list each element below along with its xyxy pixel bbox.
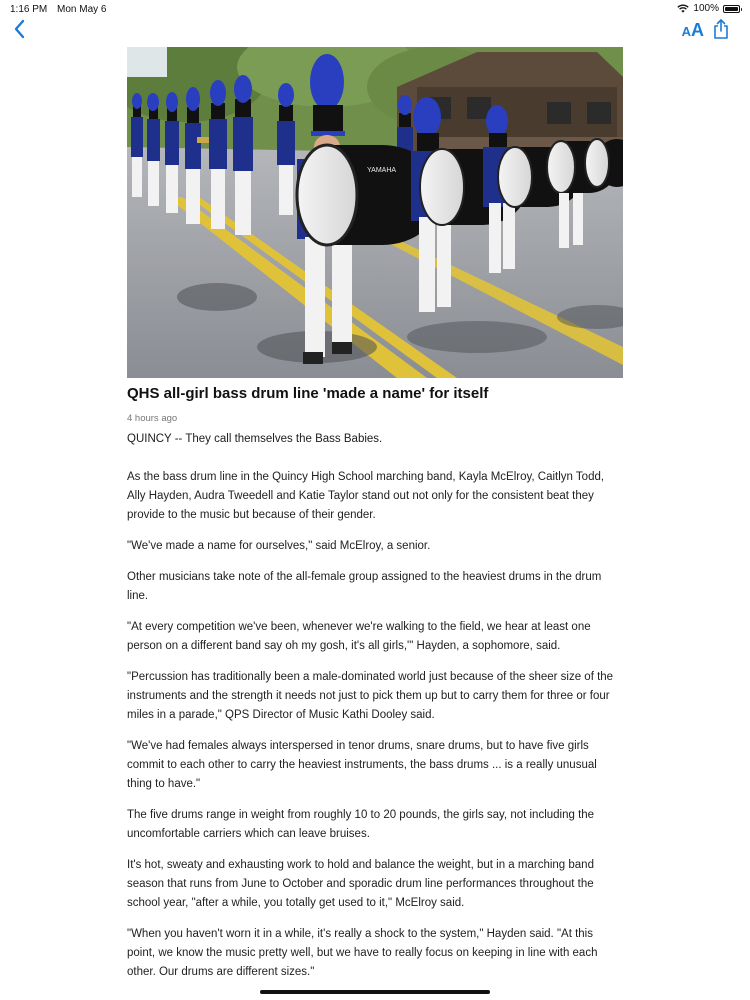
article-timestamp: 4 hours ago	[127, 413, 178, 424]
battery-icon	[723, 5, 740, 13]
share-button[interactable]	[712, 18, 730, 40]
svg-text:YAMAHA: YAMAHA	[367, 167, 397, 174]
article-paragraph: "We've had females always interspersed in tenor drums, snare drums, but to have five girls commit to each other to carry the heaviest instruments, the bass drums ... is a really unusual thing to have."	[127, 740, 597, 790]
article-paragraph: It's hot, sweaty and exhausting work to hold and balance the weight, but in a marching band season that runs from June to October and sporadic drum line performances throughout the school year, "after a while, you totally get used to it," McElroy said.	[127, 859, 594, 909]
text-size-button[interactable]	[682, 20, 704, 42]
battery-percent: 100%	[693, 3, 719, 14]
fifth-bass-drum	[585, 139, 623, 187]
nav-bar	[0, 18, 750, 46]
wifi-icon	[677, 4, 689, 13]
status-time: 1:16 PM	[10, 4, 48, 15]
status-right	[677, 3, 740, 14]
article-paragraph: "When you haven't worn it in a while, it's really a shock to the system," Hayden said. "At this point, we know the music pretty well, but we have to really focus on keeping in line with each other. Our drums are different sizes."	[127, 928, 598, 978]
article-paragraph: Other musicians take note of the all-female group assigned to the heaviest drums in the drum line.	[127, 571, 602, 602]
text-size-big-glyph: A	[691, 20, 704, 40]
home-indicator[interactable]	[260, 990, 490, 994]
battery-level	[725, 7, 738, 11]
status-date: Mon May 6	[57, 4, 107, 15]
article-lede: QUINCY -- They call themselves the Bass Babies.	[127, 433, 383, 445]
status-left	[10, 4, 114, 15]
article-paragraph: As the bass drum line in the Quincy High School marching band, Kayla McElroy, Caitlyn Todd, Ally Hayden, Audra Tweedell and Katie Taylor stand out not only for the consistent beat they provide to the music but because of their gender.	[127, 471, 605, 521]
article	[127, 384, 623, 994]
chevron-left-icon	[10, 18, 32, 40]
article-paragraph: "We've made a name for ourselves," said McElroy, a senior.	[127, 540, 431, 552]
share-icon	[712, 18, 730, 40]
article-headline: QHS all-girl bass drum line 'made a name' for itself	[127, 385, 489, 402]
back-button[interactable]	[10, 18, 32, 40]
hero-photo	[127, 47, 623, 378]
status-bar	[0, 0, 750, 18]
article-paragraph: "Percussion has traditionally been a male-dominated world just because of the sheer size of the instruments and the strength it needs not just to pick them up but to carry them for three or four miles in a parade," QPS Director of Music Kathi Dooley said.	[127, 671, 614, 721]
article-paragraph: The five drums range in weight from roughly 10 to 20 pounds, the girls say, not including the uncomfortable carriers which can leave bruises.	[127, 809, 595, 840]
article-paragraph: "At every competition we've been, whenever we're walking to the field, we hear at least one person on a different band say oh my gosh, it's all girls,'" Hayden, a sophomore, said.	[127, 621, 591, 652]
text-size-small-glyph: A	[681, 24, 691, 39]
